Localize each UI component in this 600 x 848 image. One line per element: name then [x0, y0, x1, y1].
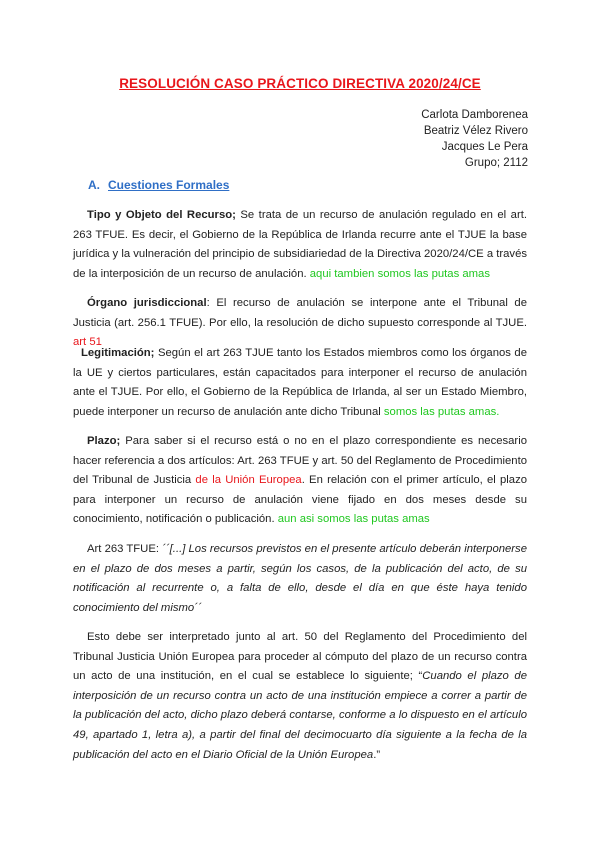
- paragraph-plazo: [73, 432, 527, 530]
- annotation-note: aun asi somos las putas amas: [274, 513, 430, 526]
- group-label: Grupo; 2112: [464, 157, 528, 169]
- section-heading: [88, 178, 229, 192]
- authors-block: [421, 107, 528, 171]
- annotation-note: aqui tambien somos las putas amas: [306, 267, 490, 280]
- paragraph-legitimacion: [73, 344, 527, 422]
- paragraph-label: Tipo y Objeto del Recurso;: [87, 209, 236, 221]
- highlight-text: de la Unión Europea: [191, 474, 302, 487]
- paragraph-text: : El recurso de anulación se interpone ante el Tribunal de Justicia (art. 256.1 TFUE). Por ello, la resolución de dicho supuesto corresponde al TJUE.: [73, 297, 527, 329]
- paragraph-label: Plazo;: [87, 435, 121, 447]
- paragraph-label: Legitimación;: [81, 347, 155, 359]
- quote-lead: Art 263 TFUE:: [87, 543, 163, 555]
- annotation-note: art 51: [73, 336, 102, 349]
- section-number: A.: [88, 178, 100, 192]
- annotation-note: somos las putas amas.: [380, 405, 500, 418]
- legal-quote: Cuando el plazo de interposición de un recurso contra un acto de una institución empiece a correr a partir de la publicación del acto, dicho plazo deberá contarse, conforme a lo dispuesto en el artículo 49, apartado 1, letra a), a partir del final del decimocuarto día siguiente a la fecha de la publicación del acto en el Diario Oficial de la Unión Europea: [73, 670, 527, 761]
- paragraph-text: Según el art 263 TJUE tanto los Estados miembros como los órganos de la UE y ciertos particulares, están capacitados para interponer el recurso de anulación ante el TJUE. Por ello, el Gobierno de la República de Irlanda, al ser un Estado Miembro, puede interponer un recurso de anulación ante dicho Tribunal: [73, 347, 527, 418]
- author-name: Jacques Le Pera: [441, 141, 528, 153]
- quote-end: .”: [373, 748, 381, 761]
- legal-quote: ´´[...] Los recursos previstos en el presente artículo deberán interponerse en el plazo de dos meses a partir, según los casos, de la publicación del acto, de su notificación al recurrente o, a falta de ello, desde el día en que éste haya tenido conocimiento del mismo´´: [73, 543, 527, 614]
- author-name: Carlota Damborenea: [421, 109, 528, 121]
- author-name: Beatriz Vélez Rivero: [423, 125, 528, 137]
- paragraph-text: Para saber si el recurso está o no en el plazo correspondiente es necesario hacer referencia a dos artículos: Art. 263 TFUE y art. 50 del Reglamento de Procedimiento del Tribunal de Justicia: [73, 435, 527, 487]
- paragraph-text: Se trata de un recurso de anulación regulado en el art. 263 TFUE. Es decir, el Gobierno de la República de Irlanda recurre ante el TJUE la base jurídica y la vulneración del principio de subsidiariedad de la Directiva 2020/24/CE a través de la interposición de un recurso de anulación.: [73, 209, 528, 280]
- section-title: Cuestiones Formales: [108, 178, 230, 192]
- paragraph-text: Esto debe ser interpretado junto al art. 50 del Reglamento del Procedimiento del Tribunal Justicia Unión Europea para proceder al cómputo del plazo de un recurso contra un acto de una institución, en el cual se establece lo siguiente; “: [73, 631, 527, 683]
- paragraph-art263-quote: [73, 540, 527, 618]
- paragraph-art50: [73, 628, 527, 765]
- paragraph-text: . En relación con el primer artículo, el plazo para interponer un recurso de anulación viene fijado en dos meses desde su conocimiento, notificación o publicación.: [73, 474, 528, 526]
- paragraph-label: Órgano jurisdiccional: [87, 297, 207, 309]
- paragraph-tipo-objeto: [73, 206, 527, 284]
- document-title: RESOLUCIÓN CASO PRÁCTICO DIRECTIVA 2020/24/CE: [119, 76, 481, 91]
